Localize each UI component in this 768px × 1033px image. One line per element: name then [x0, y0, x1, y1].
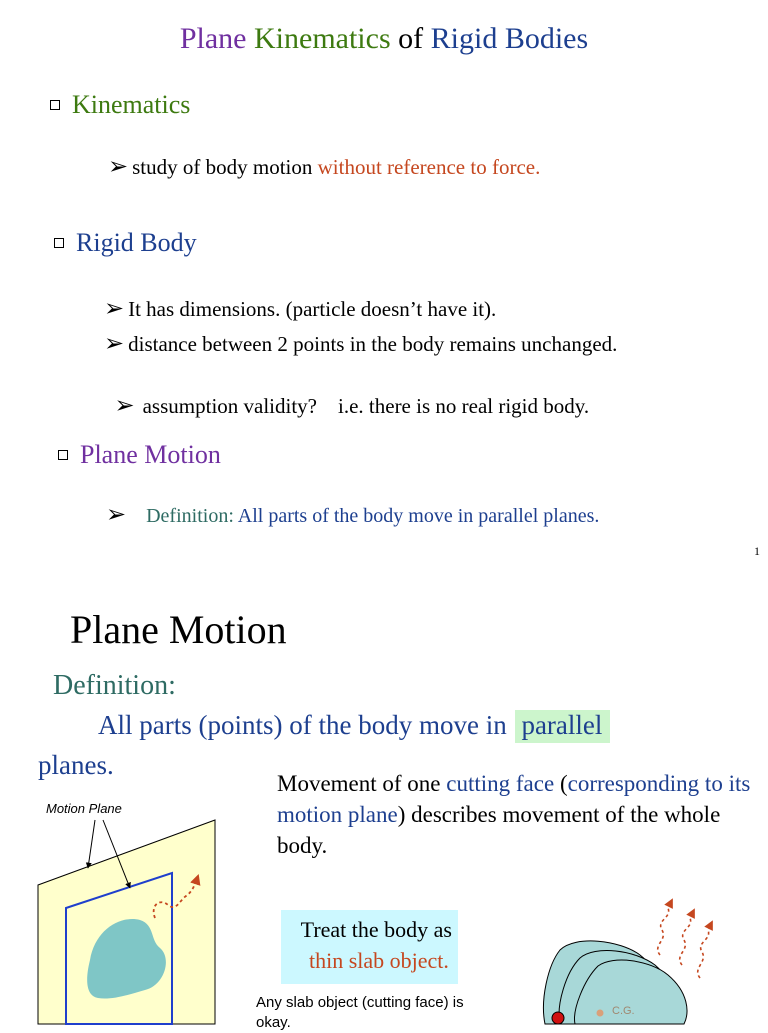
slide2-title: Plane Motion	[70, 607, 287, 652]
slide2-definition-line2: planes.	[38, 750, 114, 780]
arrow-bullet-icon: ➢	[106, 502, 127, 528]
arrow-bullet-icon: ➢	[114, 393, 135, 419]
movement-text-3: (	[554, 771, 568, 796]
slab-motion-arrow-2	[680, 910, 694, 965]
rigid-body-bullet-1-text: It has dimensions. (particle doesn’t have it).	[128, 297, 497, 321]
movement-text-1: Movement of one	[277, 771, 447, 796]
treat-line1: Treat the body as	[300, 917, 452, 942]
treat-line2: thin slab object.	[309, 948, 449, 973]
motion-plane-leader-1	[88, 820, 95, 868]
cg-label: C.G.	[612, 1005, 635, 1017]
arrow-bullet-icon: ➢	[104, 296, 125, 322]
title-word-kinematics: Kinematics	[254, 22, 391, 55]
arrow-bullet-icon: ➢	[104, 331, 125, 357]
rigid-body-heading-text: Rigid Body	[76, 228, 197, 257]
page-number: 1	[754, 544, 760, 558]
rigid-body-bullet-2-text: distance between 2 points in the body remains unchanged.	[128, 332, 618, 356]
title-word-plane: Plane	[179, 22, 247, 55]
plane-motion-heading-text: Plane Motion	[80, 440, 221, 469]
definition-line1-text: All parts (points) of the body move in	[98, 710, 514, 740]
rigid-body-bullet-3-text: assumption validity? i.e. there is no real rigid body.	[142, 394, 590, 418]
slab-motion-arrow-3	[698, 922, 712, 978]
motion-plane-label: Motion Plane	[46, 801, 122, 816]
slab-motion-arrow-1	[658, 900, 672, 955]
movement-cutting-face: cutting face	[446, 771, 555, 796]
slab-red-point	[552, 1012, 564, 1024]
slide2-definition-label: Definition:	[53, 670, 176, 701]
any-slab-note: Any slab object (cutting face) is okay.	[256, 994, 464, 1031]
movement-text-5: ) describes movement of the whole body.	[277, 802, 721, 858]
definition-text: All parts of the body move in parallel planes.	[237, 505, 600, 527]
movement-corresponding: corresponding to its motion plane	[277, 771, 751, 827]
arrow-bullet-icon: ➢	[108, 154, 129, 180]
title-word-of: of	[398, 22, 424, 55]
definition-label: Definition:	[146, 505, 238, 527]
kinematics-heading-text: Kinematics	[72, 90, 191, 119]
cg-dot	[597, 1010, 604, 1017]
parallel-highlight: parallel	[515, 710, 610, 743]
kinematics-bullet-text: study of body motion	[132, 155, 318, 179]
title-word-rigid-bodies: Rigid Bodies	[430, 22, 589, 55]
kinematics-bullet-highlight: without reference to force.	[317, 155, 541, 179]
